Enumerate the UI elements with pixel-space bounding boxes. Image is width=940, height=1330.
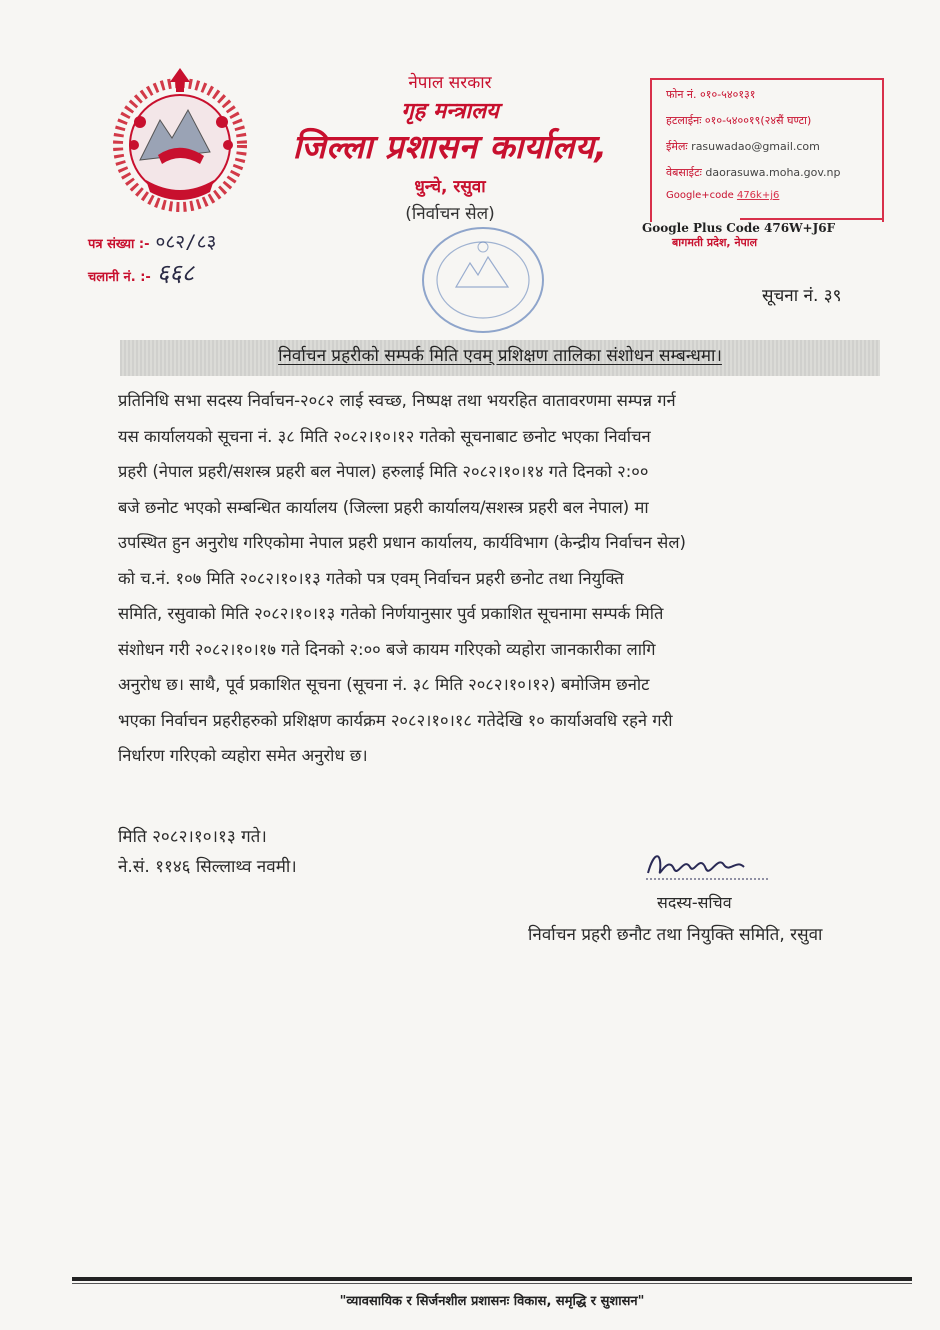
notice-body	[118, 383, 886, 774]
hotline-value: ०१०-५४००१९(२४सैं घण्टा)	[704, 114, 812, 127]
office-header	[250, 70, 650, 224]
google-plus-value: 476k+j6	[736, 190, 780, 201]
email-row	[666, 134, 882, 160]
contact-box	[650, 78, 884, 222]
body-line: प्रतिनिधि सभा सदस्य निर्वाचन-२०८२ लाई स्वच्छ, निष्पक्ष तथा भयरहित वातावरणमा सम्पन्न गर्न	[118, 391, 676, 410]
office-name: जिल्ला प्रशासन कार्यालय,	[292, 127, 608, 166]
nepal-emblem-icon	[100, 60, 260, 220]
phone-row	[666, 82, 882, 108]
signatory-title: सदस्य-सचिव	[657, 893, 732, 912]
date-bs: मिति २०८२।१०।१३ गते।	[118, 827, 267, 847]
body-line: प्रहरी (नेपाल प्रहरी/सशस्त्र प्रहरी बल नेपाल) हरुलाई मिति २०८२।१०।१४ गते दिनको २:००	[118, 462, 649, 481]
body-line: यस कार्यालयको सूचना नं. ३८ मिति २०८२।१०।१२ गतेको सूचनाबाट छनोट भएका निर्वाचन	[118, 426, 651, 446]
date-block	[118, 822, 297, 882]
reference-numbers	[88, 228, 216, 292]
plus-code: Google Plus Code 476W+J6F	[642, 221, 836, 235]
phone-value: ०१०-५४०१३१	[700, 88, 756, 101]
body-line: बजे छनोट भएको सम्बन्धित कार्यालय (जिल्ला प्रहरी कार्यालय/सशस्त्र प्रहरी बल नेपाल) मा	[118, 497, 649, 517]
cell-name: (निर्वाचन सेल)	[405, 204, 495, 224]
letter-number-label: पत्र संख्या :-	[88, 237, 150, 252]
letter-number-row	[88, 228, 216, 259]
office-stamp-icon	[418, 225, 548, 340]
dispatch-number-label: चलानी नं. :-	[88, 270, 151, 285]
dispatch-number-row	[88, 259, 216, 292]
body-line: उपस्थित हुन अनुरोध गरिएकोमा नेपाल प्रहरी प्रधान कार्यालय, कार्यविभाग (केन्द्रीय निर्वाचन सेल)	[118, 533, 686, 552]
footer-rule	[72, 1277, 912, 1281]
contact-box-border	[740, 218, 882, 220]
google-plus-label: Google+code	[666, 190, 734, 201]
body-line: समिति, रसुवाको मिति २०८२।१०।१३ गतेको निर्णयानुसार पुर्व प्रकाशित सूचनामा सम्पर्क मिति	[118, 604, 664, 623]
body-line: को च.नं. १०७ मिति २०८२।१०।१३ गतेको पत्र एवम् निर्वाचन प्रहरी छनोट तथा नियुक्ति	[118, 568, 624, 588]
hotline-label: हटलाईनः	[666, 114, 702, 127]
letter-number-value: ०८२/८३	[155, 231, 217, 253]
body-line: संशोधन गरी २०८२।१०।१७ गते दिनको २:०० बजे कायम गरिएको व्यहोरा जानकारीका लागि	[118, 639, 656, 659]
signature-icon	[640, 843, 775, 888]
date-ns: ने.सं. ११४६ सिल्लाथ्व नवमी।	[118, 857, 297, 877]
email-value: rasuwadao@gmail.com	[691, 140, 820, 153]
subject-line: निर्वाचन प्रहरीको सम्पर्क मिति एवम् प्रशिक्षण तालिका संशोधन सम्बन्धमा।	[278, 346, 722, 366]
province: बागमती प्रदेश, नेपाल	[672, 236, 758, 249]
footer-slogan: "व्यावसायिक र सिर्जनशील प्रशासनः विकास, समृद्धि र सुशासन"	[339, 1294, 645, 1309]
email-label: ईमेलः	[666, 140, 688, 153]
website-label: वेबसाईटः	[666, 166, 702, 179]
body-line: भएका निर्वाचन प्रहरीहरुको प्रशिक्षण कार्यक्रम २०८२।१०।१८ गतेदेखि १० कार्याअवधि रहने गरी	[118, 710, 673, 730]
website-row	[666, 160, 882, 186]
signatory-organization: निर्वाचन प्रहरी छनौट तथा नियुक्ति समिति, रसुवा	[528, 925, 823, 945]
government-name: नेपाल सरकार	[408, 73, 492, 93]
notice-number: सूचना नं. ३९	[762, 286, 842, 306]
website-value: daorasuwa.moha.gov.np	[705, 166, 841, 179]
google-plus-row	[666, 186, 882, 206]
footer-rule-thin	[72, 1283, 912, 1284]
ministry-name: गृह मन्त्रालय	[401, 99, 499, 124]
phone-label: फोन नं.	[666, 88, 697, 101]
office-location: धुन्चे, रसुवा	[414, 177, 486, 197]
hotline-row	[666, 108, 882, 134]
dispatch-number-value: ६६८	[156, 259, 195, 287]
body-line: अनुरोध छ। साथै, पूर्व प्रकाशित सूचना (सूचना नं. ३८ मिति २०८२।१०।१२) बमोजिम छनोट	[118, 675, 650, 694]
body-line: निर्धारण गरिएको व्यहोरा समेत अनुरोध छ।	[118, 746, 368, 765]
